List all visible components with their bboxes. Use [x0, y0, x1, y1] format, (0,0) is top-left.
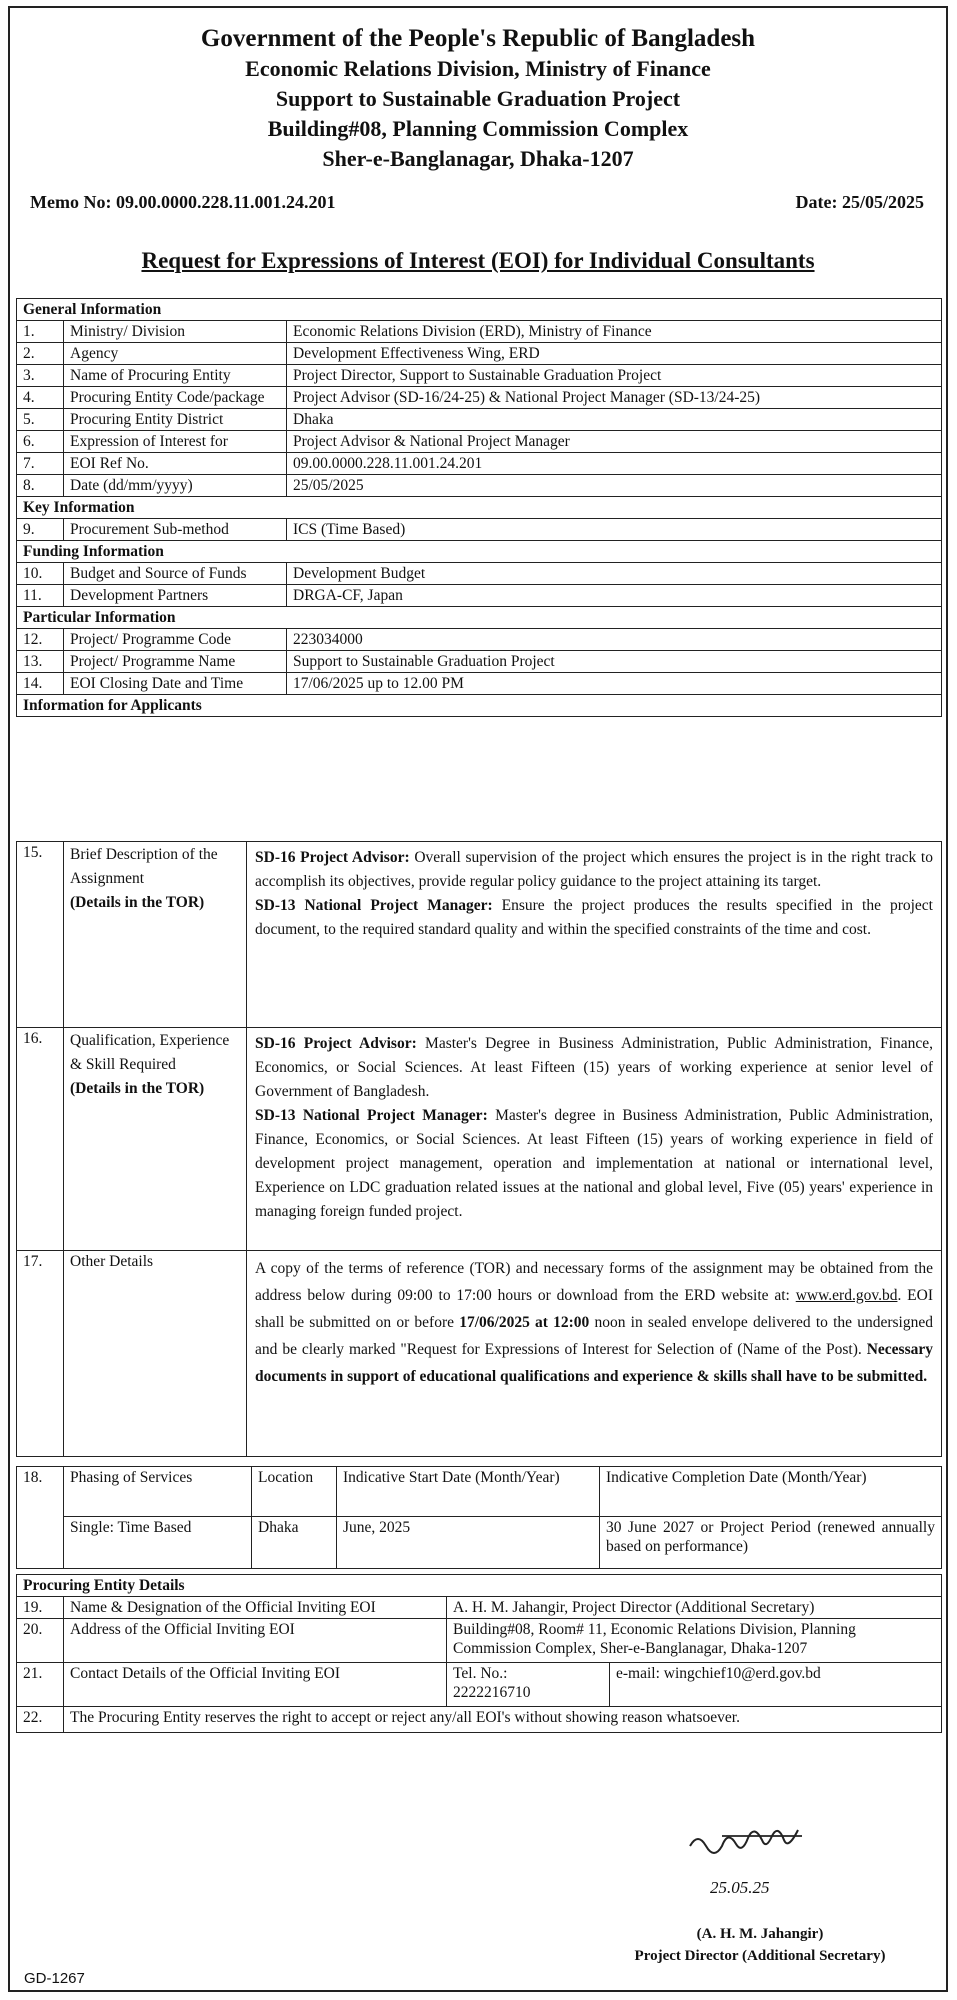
signatory-designation: Project Director (Additional Secretary) — [634, 1948, 886, 1964]
footer-code: GD-1267 — [24, 1970, 85, 1987]
erd-website-link[interactable]: www.erd.gov.bd — [795, 1287, 898, 1304]
table-row: 3. Name of Procuring Entity Project Director, Support to Sustainable Graduation Project — [17, 365, 942, 387]
procuring-table — [16, 1574, 942, 1733]
phasing-table — [16, 1466, 942, 1569]
table-row: 21. Contact Details of the Official Inviting EOI Tel. No.: 2222216710 e-mail: wingchief10@erd.gov.bd — [17, 1663, 942, 1707]
memo-number: Memo No: 09.00.0000.228.11.001.24.201 — [30, 192, 336, 212]
r15-label-bold: (Details in the TOR) — [70, 894, 205, 911]
phasing-data-row: Single: Time Based Dhaka June, 2025 30 June 2027 or Project Period (renewed annually based on performance) — [17, 1517, 942, 1569]
division-title: Economic Relations Division, Ministry of Finance — [245, 56, 711, 81]
table-row: 8. Date (dd/mm/yyyy) 25/05/2025 — [17, 475, 942, 497]
eoi-notice-page — [8, 6, 948, 1992]
table-row: 13. Project/ Programme Name Support to Sustainable Graduation Project — [17, 651, 942, 673]
eoi-table-top — [16, 298, 942, 717]
section-applicants: Information for Applicants — [17, 695, 942, 717]
table-row: 5. Procuring Entity District Dhaka — [17, 409, 942, 431]
eoi-table-applicants — [16, 841, 942, 1457]
table-row: 14. EOI Closing Date and Time 17/06/2025 up to 12.00 PM — [17, 673, 942, 695]
table-row: 9. Procurement Sub-method ICS (Time Based) — [17, 519, 942, 541]
table-row: 7. EOI Ref No. 09.00.0000.228.11.001.24.201 — [17, 453, 942, 475]
email[interactable]: e-mail: wingchief10@erd.gov.bd — [610, 1663, 942, 1707]
section-key: Key Information — [17, 497, 942, 519]
table-row-17: 17. Other Details A copy of the terms of reference (TOR) and necessary forms of the assignment may be obtained from the address below during 09:00 to 17:00 hours or download from the ERD website at: www.erd.gov.bd. EOI shall be submitted on or before 17/06/2025 at 12:00 noon in sealed envelope delivered to the undersigned and be clearly marked "Request for Expressions of Interest for Selection of (Name of the Post). Necessary documents in support of educational qualifications and experience & skills shall have to be submitted. — [17, 1251, 942, 1457]
table-row: 6. Expression of Interest for Project Advisor & National Project Manager — [17, 431, 942, 453]
table-row: 4. Procuring Entity Code/package Project Advisor (SD-16/24-25) & National Project Manager (SD-13/24-25) — [17, 387, 942, 409]
table-row-16: 16. Qualification, Experience & Skill Required (Details in the TOR) SD-16 Project Advisor: Master's Degree in Business Administration, Public Administration, Finance, Economics, or Social Sciences. At least Fifteen (15) years of working experience at senior level of Government of Bangladesh. SD-13 National Project Manager: Master's degree in Business Administration, Public Administration, Finance, Economics, or Social Sciences. At least Fifteen (15) years of working experience in field of development project management, operation and implementation at national or international level, Experience on LDC graduation related issues at the national and global level, Five (05) years' experience in managing foreign funded project. — [17, 1028, 942, 1251]
memo-date: Date: 25/05/2025 — [795, 192, 924, 212]
r15-description: SD-16 Project Advisor: Overall supervision of the project which ensures the project is in the right track to accomplish its objectives, provide regular policy guidance to the project attaining its target. SD-13 National Project Manager: Ensure the project produces the results specified in the project document, to the required standard quality and within the specified constraints of the time and cost. — [247, 842, 942, 1028]
handwritten-signature — [682, 1816, 842, 1876]
letterhead — [10, 24, 946, 174]
r16-label: Qualification, Experience & Skill Required — [70, 1032, 230, 1073]
table-row: 22. The Procuring Entity reserves the right to accept or reject any/all EOI's without showing reason whatsoever. — [17, 1707, 942, 1733]
signatory-block — [610, 1923, 910, 1967]
city-address: Sher-e-Banglanagar, Dhaka-1207 — [322, 146, 634, 171]
table-row: 12. Project/ Programme Code 223034000 — [17, 629, 942, 651]
table-row: 1. Ministry/ Division Economic Relations Division (ERD), Ministry of Finance — [17, 321, 942, 343]
section-particular: Particular Information — [17, 607, 942, 629]
building-address: Building#08, Planning Commission Complex — [267, 116, 689, 141]
project-title: Support to Sustainable Graduation Project — [275, 86, 681, 111]
section-general: General Information — [17, 299, 942, 321]
tel-number: 2222216710 — [453, 1684, 531, 1701]
govt-title: Government of the People's Republic of Bangladesh — [200, 25, 756, 52]
r16-description: SD-16 Project Advisor: Master's Degree in Business Administration, Public Administration, Finance, Economics, or Social Sciences. At least Fifteen (15) years of working experience at senior level of Government of Bangladesh. SD-13 National Project Manager: Master's degree in Business Administration, Public Administration, Finance, Economics, or Social Sciences. At least Fifteen (15) years of working experience in field of development project management, operation and implementation at national or international level, Experience on LDC graduation related issues at the national and global level, Five (05) years' experience in managing foreign funded project. — [247, 1028, 942, 1251]
signature-date: 25.05.25 — [710, 1878, 770, 1897]
r15-label: Brief Description of the Assignment — [70, 846, 218, 887]
memo-row — [30, 192, 924, 213]
table-row: 2. Agency Development Effectiveness Wing, ERD — [17, 343, 942, 365]
document-title: Request for Expressions of Interest (EOI) for Individual Consultants — [141, 248, 815, 273]
table-row-15: 15. Brief Description of the Assignment (Details in the TOR) SD-16 Project Advisor: Overall supervision of the project which ensures the project is in the right track to accomplish its objectives, provide regular policy guidance to the project attaining its target. SD-13 National Project Manager: Ensure the project produces the results specified in the project document, to the required standard quality and within the specified constraints of the time and cost. — [17, 842, 942, 1028]
r17-description: A copy of the terms of reference (TOR) and necessary forms of the assignment may be obtained from the address below during 09:00 to 17:00 hours or download from the ERD website at: www.erd.gov.bd. EOI shall be submitted on or before 17/06/2025 at 12:00 noon in sealed envelope delivered to the undersigned and be clearly marked "Request for Expressions of Interest for Selection of (Name of the Post). Necessary documents in support of educational qualifications and experience & skills shall have to be submitted. — [247, 1251, 942, 1457]
section-procuring: Procuring Entity Details — [17, 1575, 942, 1597]
section-funding: Funding Information — [17, 541, 942, 563]
table-row: 20. Address of the Official Inviting EOI Building#08, Room# 11, Economic Relations Division, Planning Commission Complex, Sher-e-Banglanagar, Dhaka-1207 — [17, 1619, 942, 1663]
phasing-header-row: 18. Phasing of Services Location Indicative Start Date (Month/Year) Indicative Completion Date (Month/Year) — [17, 1467, 942, 1517]
r16-label-bold: (Details in the TOR) — [70, 1080, 205, 1097]
table-row: 10. Budget and Source of Funds Development Budget — [17, 563, 942, 585]
table-row: 11. Development Partners DRGA-CF, Japan — [17, 585, 942, 607]
signatory-name: (A. H. M. Jahangir) — [696, 1926, 824, 1942]
table-row: 19. Name & Designation of the Official Inviting EOI A. H. M. Jahangir, Project Director (Additional Secretary) — [17, 1597, 942, 1619]
